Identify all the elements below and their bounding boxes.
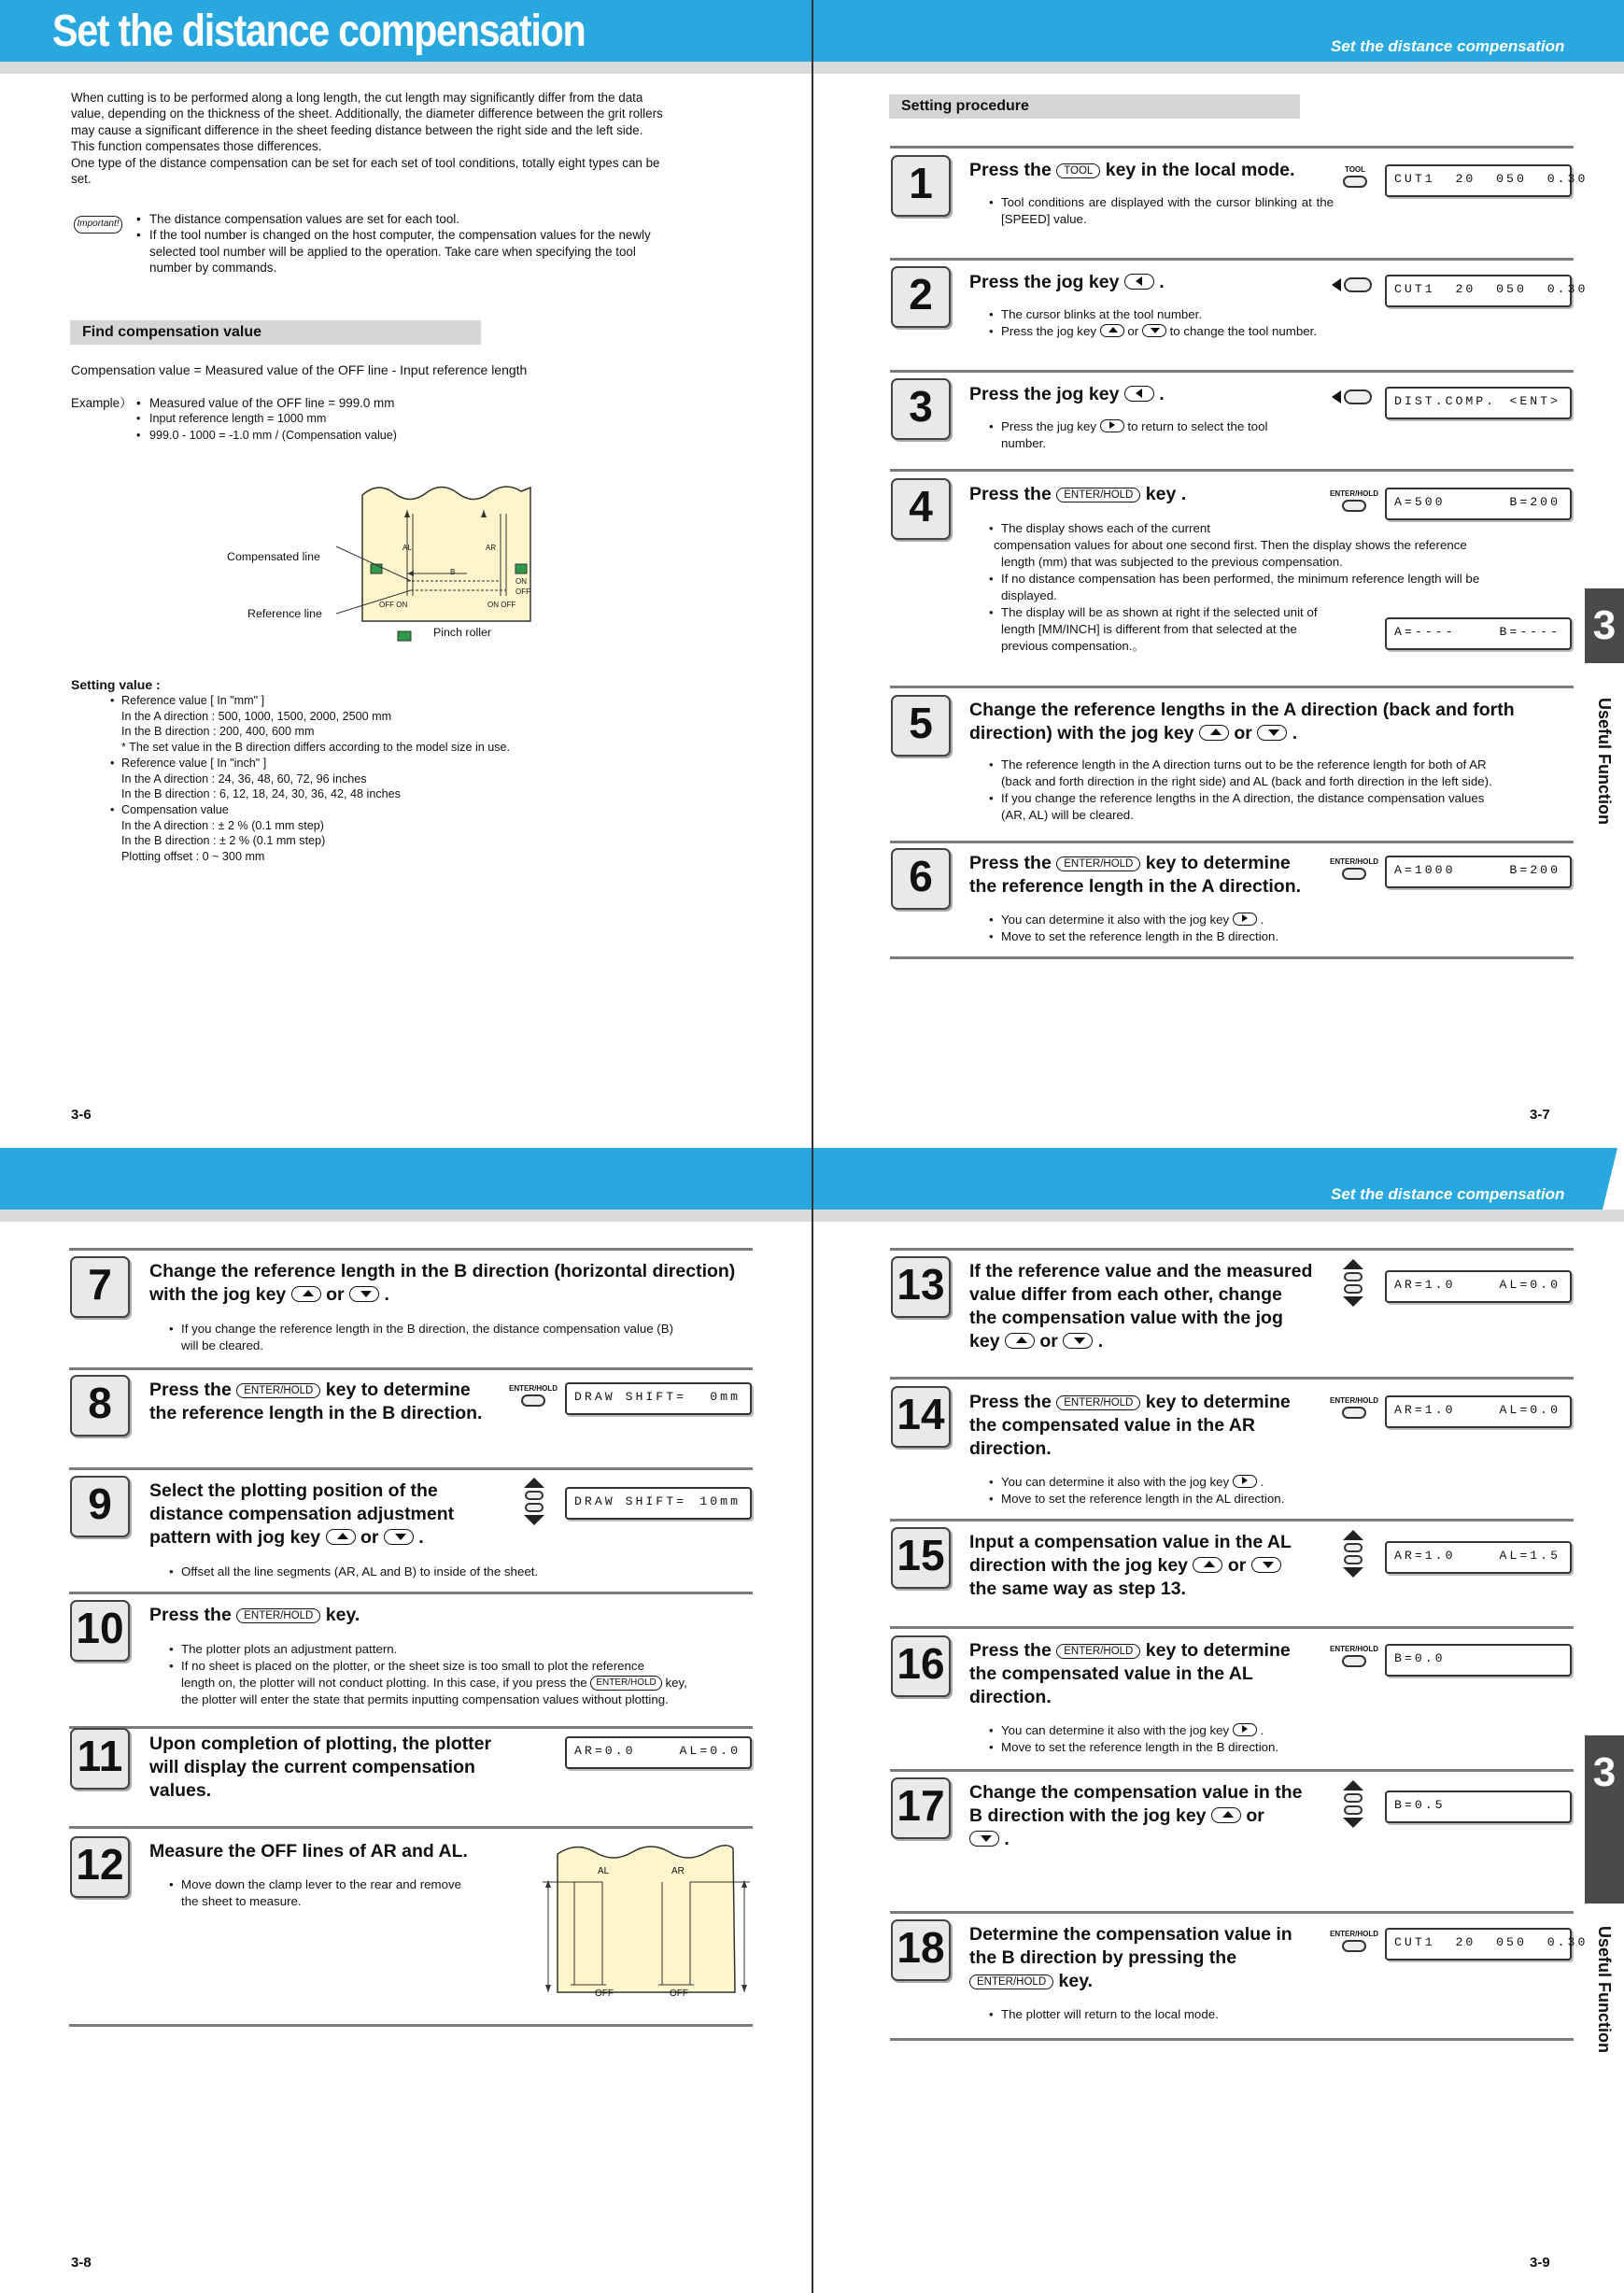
label-compensated-line: Compensated line <box>227 550 320 563</box>
step-number-13: 13 <box>891 1256 951 1318</box>
jog-left-key-icon <box>1124 274 1154 290</box>
lcd-display-step-1: CUT1 20 050 0.30 <box>1385 164 1572 197</box>
jog-right-icon <box>1233 1723 1257 1736</box>
lcd-display-step-14: AR=1.0 AL=0.0 <box>1385 1395 1572 1428</box>
step-rule <box>890 146 1574 149</box>
enter-hold-key: ENTER/HOLD <box>236 1608 320 1623</box>
jog-left-arrow-icon <box>1332 276 1373 293</box>
step-7-heading: Change the reference length in the B direction (horizontal direction) with the jog key or . <box>149 1261 736 1305</box>
label-pinch-roller: Pinch roller <box>433 626 491 639</box>
step-4-body: • The display shows each of the current compensation values for about one second first. Then the display shows the reference length (mm) that was subjected to the previous compensation. • If no distance compensation has been performed, the minimum reference length will be displayed. • The display will be as shown at right if the selected unit of length [MM/INCH] is different from that selected at the previous compensation.。 <box>988 520 1576 655</box>
step-11-heading: Upon completion of plotting, the plotter will display the current compensation values. <box>149 1734 492 1801</box>
step-7-body: • If you change the reference length in the B direction, the distance compensation value (B) will be cleared. <box>168 1321 756 1354</box>
step-18-heading: Determine the compensation value in the B direction by pressing the ENTER/HOLD key. <box>969 1924 1292 1991</box>
chapter-label-bottom: Useful Function <box>1595 1926 1614 2053</box>
lcd-display-step-2: CUT1 20 050 0.30 <box>1385 275 1572 307</box>
step-rule <box>69 1592 753 1594</box>
header-banner-tip <box>1603 1148 1617 1210</box>
chapter-tab-3-bottom: 3 <box>1585 1735 1624 1810</box>
step-9-heading: Select the plotting position of the distance compensation adjustment pattern with jog key or . <box>149 1480 455 1548</box>
label-reference-line: Reference line <box>247 607 322 620</box>
jog-updown-icon <box>1340 1780 1366 1828</box>
label-al: AL <box>402 544 412 552</box>
header-banner-bottom-left <box>0 1148 812 1210</box>
enter-hold-key-inline: ENTER/HOLD <box>590 1676 661 1691</box>
step-number-18: 18 <box>891 1919 951 1981</box>
page-divider <box>812 0 813 2293</box>
step-8-heading: Press the ENTER/HOLD key to determine the reference length in the B direction. <box>149 1380 483 1423</box>
intro-text: When cutting is to be performed along a long length, the cut length may significantly differ from the data value, depending on the thickness of the sheet. Additionally, the diameter difference between the grit rollers may cause a significant difference in the sheet feeding distance between the right side and the left side. This function compensates those differences. One type of the distance compensation can be set for each set of tool conditions, totally eight types can be set. <box>71 91 663 187</box>
step-3-heading: Press the jog key . <box>969 384 1165 404</box>
step-rule <box>69 1826 753 1829</box>
lcd-display-step-17: B=0.5 <box>1385 1791 1572 1823</box>
step-5-heading: Change the reference lengths in the A direction (back and forth direction) with the jog key or . <box>969 700 1515 743</box>
step-rule <box>890 1519 1574 1522</box>
step-2-body: • The cursor blinks at the tool number. • Press the jog key or to change the tool number. <box>988 306 1380 340</box>
setting-procedure-heading: Setting procedure <box>889 94 1300 119</box>
page-number-3-6: 3-6 <box>71 1107 92 1123</box>
step-rule <box>890 1626 1574 1629</box>
step-number-4: 4 <box>891 478 951 540</box>
compensation-formula: Compensation value = Measured value of the OFF line - Input reference length <box>71 362 528 377</box>
jog-up-key-icon <box>291 1286 321 1302</box>
important-badge: Important! <box>74 216 122 234</box>
example-label: Example） <box>71 396 133 410</box>
jog-down-key-icon <box>969 1831 999 1847</box>
jog-up-key-icon <box>326 1529 356 1545</box>
step-rule <box>69 1367 753 1370</box>
step-number-1: 1 <box>891 155 951 217</box>
jog-up-key-icon <box>1211 1807 1241 1823</box>
step-5-body: • The reference length in the A direction turns out to be the reference length for both of AR (back and forth direction in the right side) and AL (back and forth direction in the left side). • If you change the reference lengths in the A direction, the distance compensation values (AR, AL) will be cleared. <box>988 757 1576 824</box>
step-rule <box>69 1726 753 1729</box>
step-2-heading: Press the jog key . <box>969 272 1165 292</box>
step-12-heading: Measure the OFF lines of AR and AL. <box>149 1841 468 1861</box>
compensation-diagram <box>187 476 579 649</box>
chapter-tab-extension <box>1585 1810 1624 1904</box>
measure-diagram <box>537 1835 754 1999</box>
enter-hold-key: ENTER/HOLD <box>1056 856 1140 871</box>
step-14-heading: Press the ENTER/HOLD key to determine the compensated value in the AR direction. <box>969 1392 1291 1459</box>
step-number-8: 8 <box>70 1375 130 1437</box>
enter-hold-key: ENTER/HOLD <box>1056 1644 1140 1659</box>
lcd-display-step-4: A=500 B=200 <box>1385 488 1572 520</box>
step-1-body: • Tool conditions are displayed with the cursor blinking at the [SPEED] value. <box>988 194 1334 228</box>
diagram-label-al: AL <box>598 1866 610 1876</box>
label-on: ON <box>515 577 527 586</box>
step-rule <box>890 686 1574 688</box>
lcd-display-step-4-alt: A=---- B=---- <box>1385 617 1572 650</box>
jog-right-icon <box>1233 913 1257 926</box>
step-rule <box>69 2024 753 2027</box>
step-number-9: 9 <box>70 1476 130 1537</box>
page-number-3-8: 3-8 <box>71 2255 92 2271</box>
enter-hold-key-icon: ENTER/HOLD <box>1330 1396 1378 1419</box>
label-ar: AR <box>486 544 497 552</box>
jog-updown-icon <box>521 1478 547 1525</box>
label-b: B <box>450 568 456 576</box>
step-6-heading: Press the ENTER/HOLD key to determine the reference length in the A direction. <box>969 853 1302 897</box>
step-number-5: 5 <box>891 695 951 757</box>
enter-hold-key: ENTER/HOLD <box>236 1383 320 1398</box>
jog-right-icon <box>1100 419 1124 432</box>
page-number-3-7: 3-7 <box>1530 1107 1550 1123</box>
label-on-off: ON OFF <box>487 601 516 609</box>
step-rule <box>890 1769 1574 1772</box>
step-10-body: • The plotter plots an adjustment pattern. • If no sheet is placed on the plotter, or the sheet size is too small to plot the reference length on, the plotter will not conduct plotting. In this case, if you press the ENTER/HOLD key, the plotter will enter the state that permits inputting compensation values without plotting. <box>168 1641 756 1708</box>
jog-left-arrow-icon <box>1332 389 1373 405</box>
step-number-12: 12 <box>70 1836 130 1898</box>
step-number-2: 2 <box>891 266 951 328</box>
step-rule <box>69 1467 753 1470</box>
lcd-display-step-8: DRAW SHIFT= 0mm <box>565 1382 752 1415</box>
lcd-display-step-9: DRAW SHIFT= 10mm <box>565 1487 752 1520</box>
jog-up-key-icon <box>1199 725 1229 741</box>
step-rule <box>890 841 1574 843</box>
lcd-display-step-15: AR=1.0 AL=1.5 <box>1385 1541 1572 1574</box>
setting-value-label: Setting value : <box>71 677 161 692</box>
step-18-body: • The plotter will return to the local mode. <box>988 2006 1455 2023</box>
step-rule <box>890 1911 1574 1914</box>
lcd-display-step-6: A=1000 B=200 <box>1385 856 1572 888</box>
enter-hold-key-icon: ENTER/HOLD <box>509 1384 558 1407</box>
step-number-11: 11 <box>70 1728 130 1790</box>
step-rule <box>69 1248 753 1251</box>
jog-down-key-icon <box>1063 1333 1093 1349</box>
page-number-3-9: 3-9 <box>1530 2255 1550 2271</box>
step-16-heading: Press the ENTER/HOLD key to determine the compensated value in the AL direction. <box>969 1640 1291 1707</box>
step-9-body: • Offset all the line segments (AR, AL and B) to inside of the sheet. <box>168 1564 747 1580</box>
find-compensation-heading: Find compensation value <box>70 320 481 345</box>
header-gray-strip-bl <box>0 1210 812 1222</box>
step-number-10: 10 <box>70 1600 130 1662</box>
setting-value-list: • Reference value [ In "mm" ] In the A direction : 500, 1000, 1500, 2000, 2500 mm In the B direction : 200, 400, 600 mm * The set value in the B direction differs according to the model size in use. • Reference value [ In "inch" ] In the A direction : 24, 36, 48, 60, 72, 96 inches In the B direction : 6, 12, 18, 24, 30, 36, 42, 48 inches • Compensation value In the A direction : ± 2 % (0.1 mm step) In the B direction : ± 2 % (0.1 mm step) Plotting offset : 0 ~ 300 mm <box>110 694 511 864</box>
step-rule <box>890 1377 1574 1380</box>
chapter-tab-3: 3 <box>1585 588 1624 663</box>
step-1-heading: Press the TOOL key in the local mode. <box>969 160 1295 180</box>
step-number-6: 6 <box>891 848 951 910</box>
jog-updown-icon <box>1340 1259 1366 1307</box>
lcd-display-step-13: AR=1.0 AL=0.0 <box>1385 1270 1572 1303</box>
jog-up-icon <box>1100 324 1124 337</box>
enter-hold-key: ENTER/HOLD <box>1056 488 1140 502</box>
step-12-body: • Move down the clamp lever to the rear and remove the sheet to measure. <box>168 1876 532 1910</box>
step-number-3: 3 <box>891 378 951 440</box>
label-off: OFF <box>515 587 530 596</box>
jog-down-icon <box>1142 324 1166 337</box>
jog-down-key-icon <box>1251 1557 1281 1573</box>
jog-down-key-icon <box>384 1529 414 1545</box>
step-number-15: 15 <box>891 1527 951 1589</box>
step-16-body: • You can determine it also with the jog key . • Move to set the reference length in the B direction. <box>988 1722 1455 1756</box>
step-rule <box>890 2038 1574 2041</box>
enter-hold-key-icon: ENTER/HOLD <box>1330 1930 1378 1952</box>
running-header-right-2: Set the distance compensation <box>1331 1185 1565 1203</box>
step-rule <box>890 370 1574 373</box>
step-rule <box>890 956 1574 959</box>
step-14-body: • You can determine it also with the jog key . • Move to set the reference length in the AL direction. <box>988 1474 1455 1507</box>
step-3-body: • Press the jug key to return to select the tool number. <box>988 418 1334 452</box>
jog-down-key-icon <box>1257 725 1287 741</box>
tool-key-icon: TOOL <box>1340 165 1370 188</box>
diagram-label-ar: AR <box>671 1866 685 1876</box>
step-number-7: 7 <box>70 1256 130 1318</box>
step-rule <box>890 469 1574 472</box>
step-rule <box>890 258 1574 261</box>
enter-hold-key: ENTER/HOLD <box>969 1975 1053 1989</box>
example-list: • Measured value of the OFF line = 999.0 mm • Input reference length = 1000 mm • 999.0 - 1000 = -1.0 mm / (Compensation value) <box>136 396 397 442</box>
enter-hold-key-icon: ENTER/HOLD <box>1330 1645 1378 1667</box>
enter-hold-key-icon: ENTER/HOLD <box>1330 489 1378 512</box>
jog-up-key-icon <box>1193 1557 1222 1573</box>
header-gray-strip-br <box>813 1210 1624 1222</box>
diagram-label-off-left: OFF <box>595 1989 614 1999</box>
lcd-display-step-18: CUT1 20 050 0.30 <box>1385 1928 1572 1960</box>
label-off-on: OFF ON <box>379 601 408 609</box>
diagram-label-off-right: OFF <box>670 1989 688 1999</box>
header-gray-strip-left <box>0 62 812 74</box>
jog-updown-icon <box>1340 1530 1366 1578</box>
enter-hold-key: ENTER/HOLD <box>1056 1395 1140 1410</box>
jog-left-key-icon <box>1124 386 1154 402</box>
lcd-display-step-11: AR=0.0 AL=0.0 <box>565 1736 752 1769</box>
tool-key: TOOL <box>1056 163 1100 178</box>
step-4-heading: Press the ENTER/HOLD key . <box>969 484 1187 504</box>
step-number-14: 14 <box>891 1386 951 1448</box>
step-13-heading: If the reference value and the measured value differ from each other, change the compensation value with the jog key or . <box>969 1261 1313 1352</box>
important-notes: • The distance compensation values are set for each tool. • If the tool number is changed on the host computer, the compensation values for the newly selected tool number will be applied to the operation. Take care when specifying the tool number by commands. <box>136 212 651 276</box>
chapter-label: Useful Function <box>1595 698 1614 825</box>
header-gray-strip-right <box>813 62 1624 74</box>
step-number-16: 16 <box>891 1635 951 1697</box>
step-rule <box>890 1248 1574 1251</box>
enter-hold-key-icon: ENTER/HOLD <box>1330 857 1378 880</box>
step-17-heading: Change the compensation value in the B direction with the jog key or . <box>969 1782 1303 1849</box>
jog-down-key-icon <box>349 1286 379 1302</box>
running-header-right: Set the distance compensation <box>1331 37 1565 55</box>
lcd-display-step-16: B=0.0 <box>1385 1644 1572 1677</box>
step-10-heading: Press the ENTER/HOLD key. <box>149 1605 360 1625</box>
step-6-body: • You can determine it also with the jog key . • Move to set the reference length in the B direction. <box>988 912 1455 945</box>
step-number-17: 17 <box>891 1777 951 1839</box>
jog-right-icon <box>1233 1475 1257 1488</box>
lcd-display-step-3: DIST.COMP. <ENT> <box>1385 387 1572 419</box>
page-title: Set the distance compensation <box>52 7 586 56</box>
step-15-heading: Input a compensation value in the AL direction with the jog key or the same way as step 13. <box>969 1532 1292 1599</box>
jog-up-key-icon <box>1005 1333 1035 1349</box>
